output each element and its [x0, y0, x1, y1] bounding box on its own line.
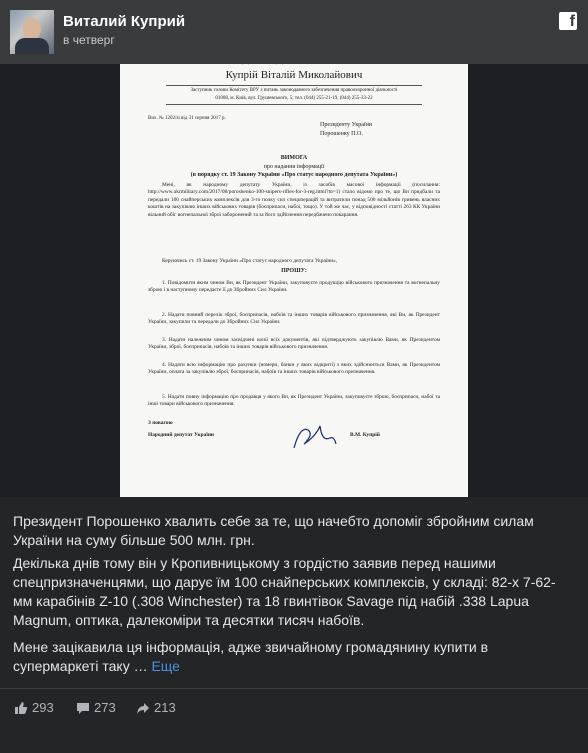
- doc-prosu: ПРОШУ:: [281, 268, 307, 274]
- avatar[interactable]: [10, 10, 54, 54]
- author-name[interactable]: Виталий Куприй: [63, 13, 186, 30]
- doc-item-5: 5. Надати повну інформацію про продавця у якого Ви, як Президент України, закуповуєте зброю, боєприпаси, набої та інші товари військового призначення.: [148, 394, 440, 408]
- post-timestamp[interactable]: в четверг: [63, 33, 115, 47]
- doc-item-1: 1. Повідомити яким чином Ви, як Президент України, закуповуєте продукцію військового призначення та вогнепальну зброю і в наступному передаєте її до Збройних Сил України.: [148, 280, 440, 294]
- doc-sign-name: В.М. Купрій: [350, 432, 380, 438]
- post-header: [0, 0, 588, 64]
- post-paragraph-3: [13, 638, 573, 676]
- doc-heading: ВИМОГА: [280, 155, 308, 161]
- share-count[interactable]: [136, 700, 176, 716]
- like-count[interactable]: [14, 700, 54, 716]
- doc-heading-2: про надання інформації: [263, 164, 325, 170]
- doc-author-name: Купрій Віталій Миколайович: [225, 69, 363, 81]
- doc-rule: [166, 104, 422, 105]
- like-count-value: 293: [32, 700, 54, 715]
- share-icon: [136, 701, 150, 715]
- divider: [0, 688, 588, 689]
- doc-item-2: 2. Надати повний перелік зброї, боєприпасів, набоїв та інших товарів військового призначення, які Ви, як Президент України, закупили та передали до Збройних Сил України.: [148, 312, 440, 326]
- doc-regards: З повагою: [148, 420, 173, 426]
- doc-heading-3: (в порядку ст. 19 Закону України «Про статус народного депутата України»): [190, 172, 398, 178]
- post-paragraph-2: Декілька днів тому він у Кропивницькому з гордістю заявив перед нашими спецпризначенцями, що дарує їм 100 снайперських комплексів, у складі: 82-х 7-62-мм карабінів Z-10 (.308 Winchester) та 18 гвинтівок Savage під набій .338 Lapua Magnum, оптика, далекоміри та десятки тисяч набоїв.: [13, 555, 556, 628]
- doc-body-2: Керуючись ст. 19 Закону України «Про статус народного депутата України»,: [162, 258, 338, 264]
- doc-reference: Вих. № 1202/зі від 31 серпня 2017 р.: [148, 116, 226, 121]
- doc-position: Заступник голови Комітету ВРУ з питань законодавчого забезпечення правоохоронної діяльності: [190, 88, 398, 93]
- signature: [290, 420, 340, 454]
- doc-sign-title: Народний депутат України: [148, 432, 215, 438]
- comment-count[interactable]: [76, 700, 116, 716]
- doc-addressee-2: Порошенку П.О.: [320, 131, 363, 137]
- share-count-value: 213: [154, 700, 176, 715]
- comment-count-value: 273: [94, 700, 116, 715]
- doc-item-3: 3. Надати належним чином засвідчені копії всіх документів, які підтверджують закупівлю Вами, як Президентом України, зброї, боєприпасів, набоїв та інших товарів військового призначення.: [148, 337, 440, 351]
- post-paragraph-1: Президент Порошенко хвалить себе за те, що начебто допоміг збройним силам України на суму більше 500 млн. грн.: [13, 513, 534, 548]
- doc-rule: [166, 85, 422, 86]
- facebook-icon[interactable]: f: [559, 12, 577, 30]
- see-more-link[interactable]: Еще: [151, 658, 180, 674]
- post-paragraph-3-text: Мене зацікавила ця інформація, адже звичайному громадянину купити в супермаркеті таку …: [13, 639, 489, 674]
- doc-address: 01008, м. Київ, вул. Грушевського, 5; тел. (044) 255-21-19, (044) 255-33-22: [215, 96, 373, 101]
- doc-item-4: 4. Надати всю інформацію про рахунки (номери, банки у яких відкриті) з яких здійснюється Вами, як Президентом України, оплата за закупівлю зброї, боєприпасів, набоїв та інших товарів військового призначення.: [148, 362, 440, 376]
- document-scan: [120, 0, 468, 497]
- comment-icon: [76, 701, 90, 715]
- doc-body-1: Мені, як народному депутату України, із засобів масової інформації (посилання: http://www.ukrmilitary.com/2017/08/poroshenko-100-snipers-rifles-for-3-reg.html?m=1) стало відомо про те, що Ви придбали та передали 100 снайперських комплексів для 3-го полку сил спецоперацій та витратили понад 500 мільйонів гривень власних коштів на закупівлю інших військових товарів (боєприпаси, набої, тощо). У той же час, у відповідності статті 263 КК України вільний обіг вогнепальної зброї заборонений та за його здійснення передбачено покарання.: [148, 182, 440, 218]
- doc-addressee-1: Президенту України: [320, 122, 373, 128]
- thumbs-up-icon: [14, 701, 28, 715]
